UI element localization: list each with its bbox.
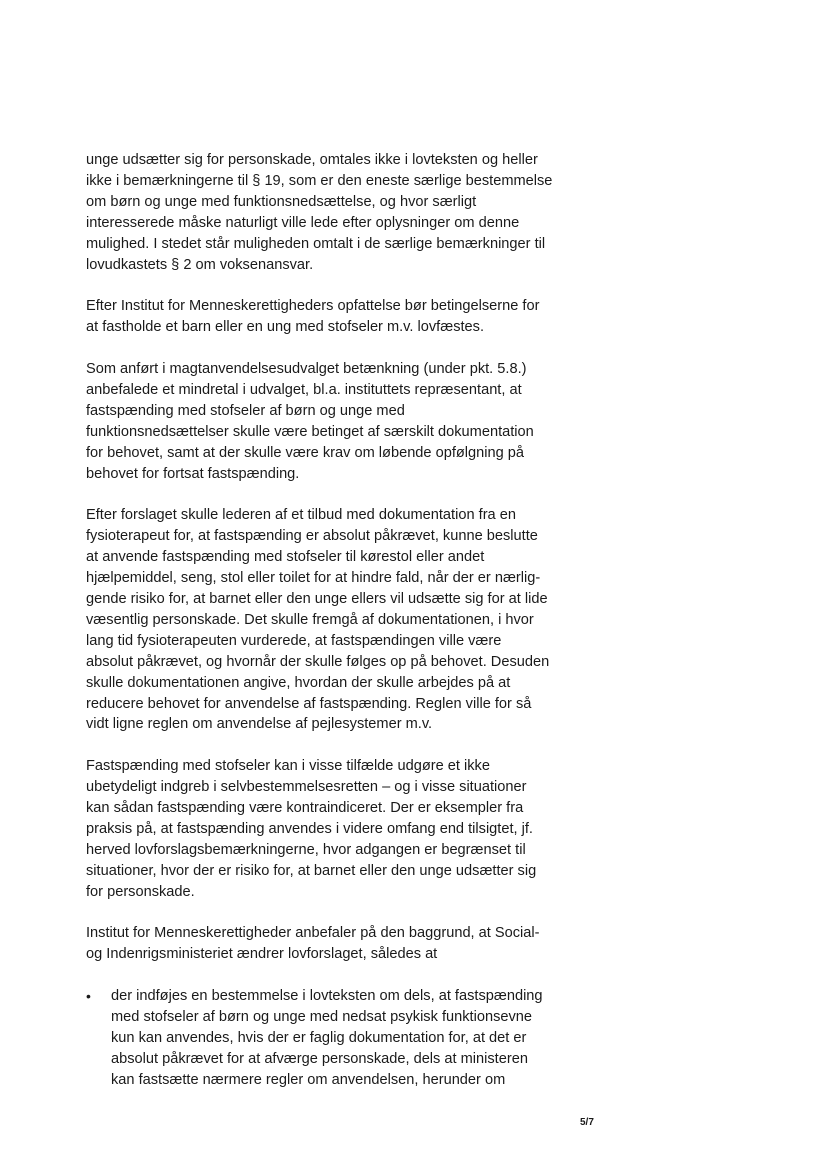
paragraph-5	[86, 756, 586, 902]
text-line: vidt ligne reglen om anvendelse af pejlesystemer m.v.	[86, 716, 433, 733]
text-line: absolut påkrævet for at afværge personskade, dels at ministeren	[111, 1050, 528, 1067]
text-line: behovet for fortsat fastspænding.	[86, 465, 300, 482]
text-line: funktionsnedsættelser skulle være betinget af særskilt dokumentation	[86, 423, 534, 440]
text-line: absolut påkrævet, og hvornår der skulle følges op på behovet. Desuden	[86, 653, 550, 670]
paragraph-2	[86, 296, 586, 338]
text-line: Som anført i magtanvendelsesudvalget betænkning (under pkt. 5.8.)	[86, 361, 527, 378]
text-line: hjælpemiddel, seng, stol eller toilet for at hindre fald, når der er nærlig-	[86, 570, 541, 587]
text-line: for personskade.	[86, 883, 195, 900]
paragraph-6	[86, 923, 586, 965]
text-line: at fastholde et barn eller en ung med stofseler m.v. lovfæstes.	[86, 319, 485, 336]
text-line: interesserede måske naturligt ville lede efter oplysninger om denne	[86, 214, 520, 231]
list-item	[86, 986, 586, 1091]
text-line: der indføjes en bestemmelse i lovteksten om dels, at fastspænding	[111, 988, 543, 1005]
text-line: anbefalede et mindretal i udvalget, bl.a. instituttets repræsentant, at	[86, 381, 522, 398]
paragraph-1	[86, 150, 586, 275]
paragraph-3	[86, 359, 586, 484]
page-number: 5/7	[580, 1117, 594, 1128]
text-line: om børn og unge med funktionsnedsættelse, og hvor særligt	[86, 193, 477, 210]
text-line: kun kan anvendes, hvis der er faglig dokumentation for, at det er	[111, 1029, 527, 1046]
text-line: praksis på, at fastspænding anvendes i videre omfang end tilsigtet, jf.	[86, 820, 533, 837]
recommendation-list	[86, 986, 586, 1091]
text-line: skulle dokumentationen angive, hvordan der skulle arbejdes på at	[86, 674, 511, 691]
text-line: og Indenrigsministeriet ændrer lovforslaget, således at	[86, 946, 438, 963]
bullet-icon: •	[86, 988, 91, 1005]
paragraph-4	[86, 505, 586, 735]
text-line: ikke i bemærkningerne til § 19, som er den eneste særlige bestemmelse	[86, 172, 553, 189]
text-line: situationer, hvor der er risiko for, at barnet eller den unge udsætter sig	[86, 862, 537, 879]
text-line: lang tid fysioterapeuten vurderede, at fastspændingen ville være	[86, 632, 502, 649]
text-line: kan sådan fastspænding være kontraindiceret. Der er eksempler fra	[86, 800, 524, 817]
text-line: Efter Institut for Menneskerettigheders opfattelse bør betingelserne for	[86, 298, 540, 315]
text-line: reducere behovet for anvendelse af fastspænding. Reglen ville for så	[86, 695, 532, 712]
text-line: lovudkastets § 2 om voksenansvar.	[86, 256, 314, 273]
text-line: væsentlig personskade. Det skulle fremgå af dokumentationen, i hvor	[86, 611, 534, 628]
text-line: fastspænding med stofseler af børn og unge med	[86, 402, 405, 419]
text-line: med stofseler af børn og unge med nedsat psykisk funktionsevne	[111, 1009, 533, 1026]
document-body	[86, 150, 586, 1091]
text-line: Fastspænding med stofseler kan i visse tilfælde udgøre et ikke	[86, 758, 490, 775]
text-line: unge udsætter sig for personskade, omtales ikke i lovteksten og heller	[86, 152, 538, 168]
text-line: fysioterapeut for, at fastspænding er absolut påkrævet, kunne beslutte	[86, 528, 538, 545]
text-line: for behovet, samt at der skulle være krav om løbende opfølgning på	[86, 444, 525, 461]
text-line: ubetydeligt indgreb i selvbestemmelsesretten – og i visse situationer	[86, 779, 527, 796]
text-line: Efter forslaget skulle lederen af et tilbud med dokumentation fra en	[86, 507, 516, 524]
text-line: mulighed. I stedet står muligheden omtalt i de særlige bemærkninger til	[86, 235, 546, 252]
text-line: kan fastsætte nærmere regler om anvendelsen, herunder om	[111, 1071, 506, 1088]
text-line: herved lovforslagsbemærkningerne, hvor adgangen er begrænset til	[86, 841, 526, 858]
text-line: Institut for Menneskerettigheder anbefaler på den baggrund, at Social-	[86, 925, 540, 942]
text-line: gende risiko for, at barnet eller den unge ellers vil udsætte sig for at lide	[86, 590, 548, 607]
text-line: at anvende fastspænding med stofseler til kørestol eller andet	[86, 549, 485, 566]
